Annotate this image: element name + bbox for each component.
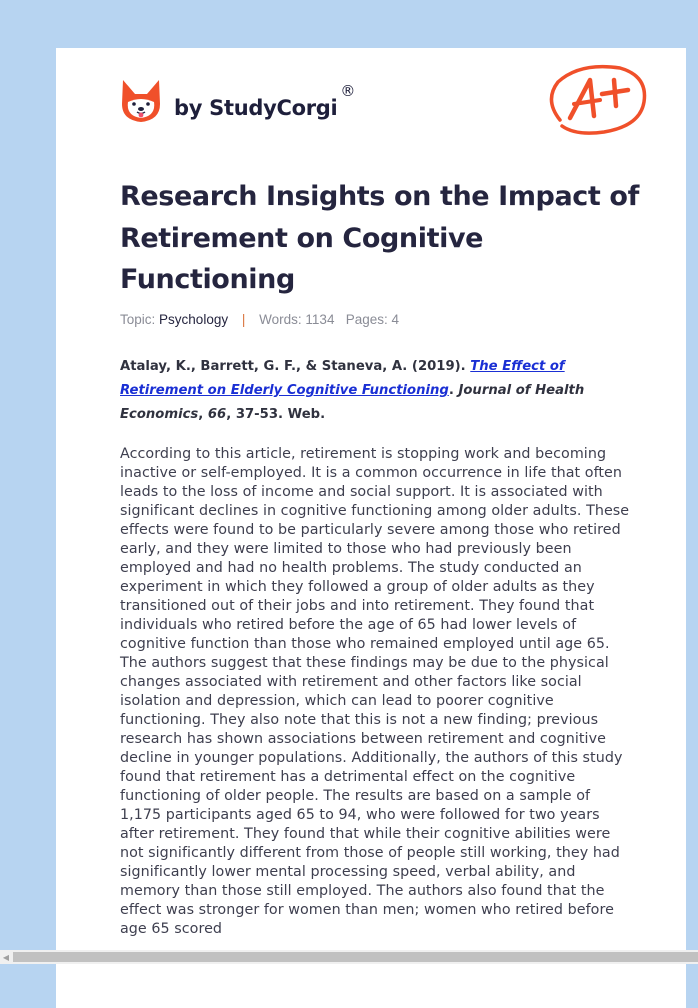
document-page [56, 48, 686, 1008]
page-title: Research Insights on the Impact of Retirement on Cognitive Functioning [120, 181, 639, 295]
pages-label: Pages: [345, 312, 388, 327]
topic-link[interactable]: Psychology [159, 312, 229, 327]
citation-authors: Atalay, K., Barrett, G. F., & Staneva, A. (2019). [120, 359, 471, 374]
citation-punct: . [448, 383, 459, 398]
document-meta [120, 312, 399, 327]
words-label: Words: [259, 312, 302, 327]
citation-web: Web. [283, 407, 326, 422]
citation-link[interactable]: The Effect of Retirement on Elderly Cognitive Functioning [120, 359, 565, 398]
meta-separator: | [241, 312, 246, 327]
registered-mark: ® [340, 82, 356, 100]
horizontal-scrollbar[interactable] [0, 950, 698, 964]
scroll-left-arrow-icon[interactable]: ◀ [2, 952, 10, 962]
words-count: 1134 [305, 312, 335, 327]
corgi-icon [120, 78, 162, 124]
citation-journal: Journal of Health Economics [120, 383, 585, 422]
citation-volume: 66 [207, 407, 227, 422]
pages-count: 4 [391, 312, 400, 327]
citation-punct: , [198, 407, 208, 422]
logo-text: by StudyCorgi [174, 96, 338, 120]
citation-pages: , 37-53. [226, 407, 284, 422]
studycorgi-logo[interactable] [120, 76, 355, 126]
topic-label: Topic: [120, 312, 156, 327]
scrollbar-thumb[interactable] [13, 952, 698, 962]
page-header [120, 76, 650, 140]
body-paragraph: According to this article, retirement is stopping work and becoming inactive or self-employed. It is a common occurrence in life that often leads to the loss of income and social support. It is associated with significant declines in cognitive functioning among older adults. These effects were found to be particularly severe among those who retired early, and they were limited to those who had previously been employed and had no health problems. The study conducted an experiment in which they followed a group of older adults as they transitioned out of their jobs and into retirement. They found that individuals who retired before the age of 65 had lower levels of cognitive function than those who remained employed until age 65. The authors suggest that these findings may be due to the physical changes associated with retirement and other factors like social isolation and depression, which can lead to poorer cognitive functioning. They also note that this is not a new finding; previous research has shown associations between retirement and cognitive decline in younger populations. Additionally, the authors of this study found that retirement has a detrimental effect on the cognitive functioning of older people. The results are based on a sample of 1,175 participants aged 65 to 94, who were followed for two years after retirement. They found that while their cognitive abilities were not significantly different from those of people still working, they had significantly lower mental processing speed, verbal ability, and memory than those still employed. The authors also found that the effect was stronger for women than men; women who retired before age 65 scored [120, 446, 630, 937]
a-plus-grade-icon [540, 60, 650, 140]
citation [120, 355, 635, 427]
